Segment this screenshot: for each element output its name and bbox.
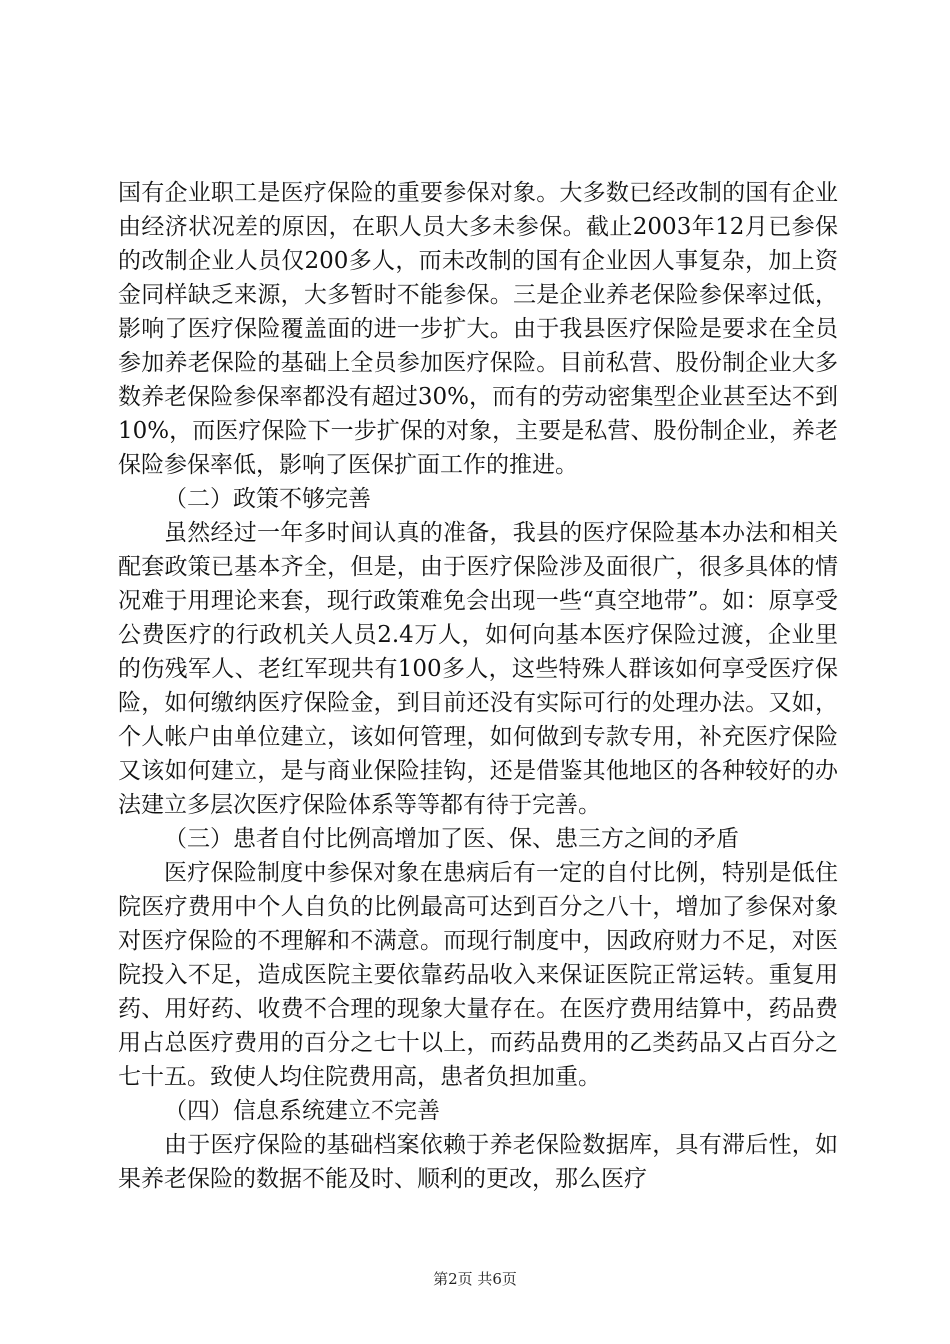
paragraph-enterprise-coverage: 国有企业职工是医疗保险的重要参保对象。大多数已经改制的国有企业由经济状况差的原因，在职人员大多未参保。截止2003年12月已参保的改制企业人员仅200多人，而未改制的国有企业因人事复杂，加上资金同样缺乏来源，大多暂时不能参保。三是企业养老保险参保率过低，影响了医疗保险覆盖面的进一步扩大。由于我县医疗保险是要求在全员参加养老保险的基础上全员参加医疗保险。目前私营、股份制企业大多数养老保险参保率都没有超过30%，而有的劳动密集型企业甚至达不到10%，而医疗保险下一步扩保的对象，主要是私营、股份制企业，养老保险参保率低，影响了医保扩面工作的推进。 xyxy=(118,180,838,478)
section-heading-copay: （三）患者自付比例高增加了医、保、患三方之间的矛盾 xyxy=(164,826,739,852)
paragraph-policy: 虽然经过一年多时间认真的准备，我县的医疗保险基本办法和相关配套政策已基本齐全，但是，由于医疗保险涉及面很广，很多具体的情况难于用理论来套，现行政策难免会出现一些“真空地带”。如：原享受公费医疗的行政机关人员2.4万人，如何向基本医疗保险过渡，企业里的伤残军人、老红军现共有100多人，这些特殊人群该如何享受医疗保险，如何缴纳医疗保险金，到目前还没有实际可行的处理办法。又如，个人帐户由单位建立，该如何管理，如何做到专款专用，补充医疗保险又该如何建立，是与商业保险挂钩，还是借鉴其他地区的各种较好的办法建立多层次医疗保险体系等等都有待于完善。 xyxy=(118,520,838,818)
paragraph-copay: 医疗保险制度中参保对象在患病后有一定的自付比例，特别是低住院医疗费用中个人自负的比例最高可达到百分之八十，增加了参保对象对医疗保险的不理解和不满意。而现行制度中，因政府财力不足，对医院投入不足，造成医院主要依靠药品收入来保证医院正常运转。重复用药、用好药、收费不合理的现象大量存在。在医疗费用结算中，药品费用占总医疗费用的百分之七十以上，而药品费用的乙类药品又占百分之七十五。致使人均住院费用高，患者负担加重。 xyxy=(118,860,838,1090)
paragraph-information-system: 由于医疗保险的基础档案依赖于养老保险数据库，具有滞后性，如果养老保险的数据不能及时、顺利的更改，那么医疗 xyxy=(118,1132,838,1192)
page-number-footer: 第2页 共6页 xyxy=(433,1270,517,1288)
document-body xyxy=(118,176,838,1196)
section-heading-policy: （二）政策不够完善 xyxy=(164,486,371,512)
section-heading-information-system: （四）信息系统建立不完善 xyxy=(164,1098,440,1124)
